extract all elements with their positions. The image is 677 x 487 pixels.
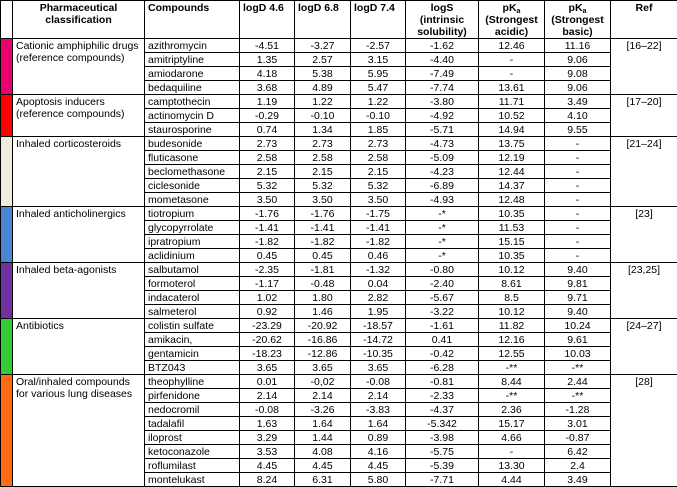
table-row bbox=[1, 207, 677, 221]
compound-name: beclomethasone bbox=[145, 165, 240, 179]
logd-4-6: -0.08 bbox=[240, 403, 295, 417]
pka-acidic: 11.71 bbox=[479, 95, 545, 109]
logd-4-6: 5.32 bbox=[240, 179, 295, 193]
logs-value: -5.67 bbox=[406, 291, 479, 305]
logd-4-6: -1.41 bbox=[240, 221, 295, 235]
pka-acidic: - bbox=[479, 445, 545, 459]
pka-basic: - bbox=[545, 207, 611, 221]
pka-acidic: 10.52 bbox=[479, 109, 545, 123]
pka-basic: 9.55 bbox=[545, 123, 611, 137]
pka-acidic: - bbox=[479, 67, 545, 81]
logd-6-8: -1.81 bbox=[295, 263, 351, 277]
pka-acidic: 13.75 bbox=[479, 137, 545, 151]
logd-6-8: 2.58 bbox=[295, 151, 351, 165]
pka-acidic: 12.44 bbox=[479, 165, 545, 179]
logs-value: -3.80 bbox=[406, 95, 479, 109]
logs-value: -0.42 bbox=[406, 347, 479, 361]
logs-value: -6.28 bbox=[406, 361, 479, 375]
header-compounds: Compounds bbox=[145, 1, 240, 39]
logd-6-8: -16.86 bbox=[295, 333, 351, 347]
compound-name: theophylline bbox=[145, 375, 240, 389]
group-color-swatch bbox=[1, 95, 13, 137]
header-logd-7-4: logD 7.4 bbox=[351, 1, 406, 39]
logd-7-4: 4.45 bbox=[351, 459, 406, 473]
pka-acidic: 15.15 bbox=[479, 235, 545, 249]
logd-7-4: 5.80 bbox=[351, 473, 406, 487]
pka-basic: - bbox=[545, 151, 611, 165]
logd-6-8: 2.15 bbox=[295, 165, 351, 179]
group-classification: Inhaled beta-agonists bbox=[13, 263, 145, 319]
table-row bbox=[1, 263, 677, 277]
logd-4-6: -1.82 bbox=[240, 235, 295, 249]
pka-basic: 9.71 bbox=[545, 291, 611, 305]
compound-name: gentamicin bbox=[145, 347, 240, 361]
logs-value: -4.37 bbox=[406, 403, 479, 417]
header-pka-acidic: $pK_a$ (Strongest acidic) bbox=[479, 1, 545, 39]
logs-value: -5.09 bbox=[406, 151, 479, 165]
compound-name: indacaterol bbox=[145, 291, 240, 305]
logs-value: 0.41 bbox=[406, 333, 479, 347]
pka-basic: 6.42 bbox=[545, 445, 611, 459]
logd-6-8: -0,02 bbox=[295, 375, 351, 389]
header-row bbox=[1, 1, 677, 39]
pka-basic: 11.16 bbox=[545, 39, 611, 53]
compound-name: colistin sulfate bbox=[145, 319, 240, 333]
logd-4-6: -18.23 bbox=[240, 347, 295, 361]
logs-value: -4.93 bbox=[406, 193, 479, 207]
pka-acidic: 4.66 bbox=[479, 431, 545, 445]
pka-acidic: 13.61 bbox=[479, 81, 545, 95]
pka-basic: 2.4 bbox=[545, 459, 611, 473]
group-classification: Inhaled anticholinergics bbox=[13, 207, 145, 263]
pka-acidic: 12.48 bbox=[479, 193, 545, 207]
logd-6-8: -1.41 bbox=[295, 221, 351, 235]
header-ref: Ref bbox=[611, 1, 677, 39]
compound-name: ciclesonide bbox=[145, 179, 240, 193]
logd-7-4: 2.15 bbox=[351, 165, 406, 179]
logd-4-6: -1.17 bbox=[240, 277, 295, 291]
logs-value: -5.71 bbox=[406, 123, 479, 137]
logd-7-4: -14.72 bbox=[351, 333, 406, 347]
compound-name: bedaquiline bbox=[145, 81, 240, 95]
logd-6-8: 3.50 bbox=[295, 193, 351, 207]
logd-6-8: 1.44 bbox=[295, 431, 351, 445]
compound-name: nedocromil bbox=[145, 403, 240, 417]
pka-acidic: 11.82 bbox=[479, 319, 545, 333]
logd-6-8: -0.48 bbox=[295, 277, 351, 291]
logd-6-8: 1.22 bbox=[295, 95, 351, 109]
logd-6-8: -12.86 bbox=[295, 347, 351, 361]
logd-6-8: -3.27 bbox=[295, 39, 351, 53]
logd-4-6: -0.29 bbox=[240, 109, 295, 123]
group-reference: [28] bbox=[611, 375, 677, 487]
pka-basic: 3.01 bbox=[545, 417, 611, 431]
logs-value: -4.23 bbox=[406, 165, 479, 179]
pka-acidic: 10.35 bbox=[479, 207, 545, 221]
compound-name: amitriptyline bbox=[145, 53, 240, 67]
logd-4-6: 3.65 bbox=[240, 361, 295, 375]
table-row bbox=[1, 375, 677, 389]
group-color-swatch bbox=[1, 319, 13, 375]
pka-basic: 9.61 bbox=[545, 333, 611, 347]
logs-value: -* bbox=[406, 207, 479, 221]
logd-4-6: 2.14 bbox=[240, 389, 295, 403]
compound-name: iloprost bbox=[145, 431, 240, 445]
logd-6-8: 2.57 bbox=[295, 53, 351, 67]
pka-acidic: 8.61 bbox=[479, 277, 545, 291]
logd-7-4: 5.95 bbox=[351, 67, 406, 81]
group-color-swatch bbox=[1, 39, 13, 95]
logd-7-4: 0.89 bbox=[351, 431, 406, 445]
pka-acidic: 15.17 bbox=[479, 417, 545, 431]
logd-7-4: 0.04 bbox=[351, 277, 406, 291]
logd-4-6: 0.45 bbox=[240, 249, 295, 263]
logs-value: -5.75 bbox=[406, 445, 479, 459]
group-color-swatch bbox=[1, 137, 13, 207]
logs-value: -4.73 bbox=[406, 137, 479, 151]
table-row bbox=[1, 95, 677, 109]
logd-4-6: -2.35 bbox=[240, 263, 295, 277]
compound-name: ipratropium bbox=[145, 235, 240, 249]
pka-acidic: - bbox=[479, 53, 545, 67]
pka-basic: 9.06 bbox=[545, 53, 611, 67]
pka-acidic: 8.5 bbox=[479, 291, 545, 305]
group-color-swatch bbox=[1, 263, 13, 319]
logs-value: -7.71 bbox=[406, 473, 479, 487]
logd-6-8: 5.38 bbox=[295, 67, 351, 81]
compound-name: aclidinium bbox=[145, 249, 240, 263]
logd-6-8: -1.76 bbox=[295, 207, 351, 221]
logs-value: -6.89 bbox=[406, 179, 479, 193]
pka-basic: 9.81 bbox=[545, 277, 611, 291]
pka-acidic: 13.30 bbox=[479, 459, 545, 473]
compound-name: fluticasone bbox=[145, 151, 240, 165]
logd-6-8: -0.10 bbox=[295, 109, 351, 123]
logd-4-6: 0.01 bbox=[240, 375, 295, 389]
compound-name: salmeterol bbox=[145, 305, 240, 319]
logd-4-6: 3.68 bbox=[240, 81, 295, 95]
logd-6-8: 1.46 bbox=[295, 305, 351, 319]
pka-basic: 4.10 bbox=[545, 109, 611, 123]
logd-4-6: 8.24 bbox=[240, 473, 295, 487]
compound-name: staurosporine bbox=[145, 123, 240, 137]
logs-value: -1.61 bbox=[406, 319, 479, 333]
pka-basic: - bbox=[545, 249, 611, 263]
logs-value: -* bbox=[406, 235, 479, 249]
logs-value: -4.92 bbox=[406, 109, 479, 123]
pka-basic: -** bbox=[545, 361, 611, 375]
pka-acidic: 10.12 bbox=[479, 263, 545, 277]
pka-basic: - bbox=[545, 179, 611, 193]
compound-name: amiodarone bbox=[145, 67, 240, 81]
logd-7-4: 3.65 bbox=[351, 361, 406, 375]
logd-7-4: -3.83 bbox=[351, 403, 406, 417]
table-row bbox=[1, 319, 677, 333]
header-classification: Pharmaceutical classification bbox=[13, 1, 145, 39]
logs-value: -7.74 bbox=[406, 81, 479, 95]
logd-6-8: -20.92 bbox=[295, 319, 351, 333]
logd-4-6: 4.18 bbox=[240, 67, 295, 81]
pka-basic: 9.40 bbox=[545, 305, 611, 319]
logd-7-4: 2.58 bbox=[351, 151, 406, 165]
pka-basic: 9.06 bbox=[545, 81, 611, 95]
logs-value: -3.22 bbox=[406, 305, 479, 319]
pka-basic: - bbox=[545, 235, 611, 249]
pka-acidic: 2.36 bbox=[479, 403, 545, 417]
logd-7-4: -1.75 bbox=[351, 207, 406, 221]
group-reference: [23,25] bbox=[611, 263, 677, 319]
logd-7-4: 2.14 bbox=[351, 389, 406, 403]
logd-6-8: 4.89 bbox=[295, 81, 351, 95]
logd-6-8: 6.31 bbox=[295, 473, 351, 487]
logd-6-8: 1.34 bbox=[295, 123, 351, 137]
logs-value: -5.39 bbox=[406, 459, 479, 473]
group-classification: Cationic amphiphilic drugs (reference compounds) bbox=[13, 39, 145, 95]
pka-acidic: 12.55 bbox=[479, 347, 545, 361]
compound-name: amikacin, bbox=[145, 333, 240, 347]
logd-4-6: 1.02 bbox=[240, 291, 295, 305]
pka-acidic: 12.16 bbox=[479, 333, 545, 347]
header-logd-4-6: logD 4.6 bbox=[240, 1, 295, 39]
logd-4-6: 3.50 bbox=[240, 193, 295, 207]
group-reference: [17–20] bbox=[611, 95, 677, 137]
compound-name: salbutamol bbox=[145, 263, 240, 277]
logd-6-8: 5.32 bbox=[295, 179, 351, 193]
pka-acidic: 10.12 bbox=[479, 305, 545, 319]
logd-4-6: -20.62 bbox=[240, 333, 295, 347]
logd-6-8: 2.73 bbox=[295, 137, 351, 151]
logd-7-4: -0.10 bbox=[351, 109, 406, 123]
logs-value: -5.342 bbox=[406, 417, 479, 431]
compound-name: actinomycin D bbox=[145, 109, 240, 123]
pka-acidic: 12.19 bbox=[479, 151, 545, 165]
logd-7-4: 1.85 bbox=[351, 123, 406, 137]
logd-7-4: 4.16 bbox=[351, 445, 406, 459]
header-logd-6-8: logD 6.8 bbox=[295, 1, 351, 39]
logd-4-6: 2.58 bbox=[240, 151, 295, 165]
logd-7-4: -1.82 bbox=[351, 235, 406, 249]
logd-6-8: 0.45 bbox=[295, 249, 351, 263]
logd-7-4: 2.82 bbox=[351, 291, 406, 305]
logd-7-4: -0.08 bbox=[351, 375, 406, 389]
pka-acidic: 14.37 bbox=[479, 179, 545, 193]
compound-name: BTZ043 bbox=[145, 361, 240, 375]
group-reference: [21–24] bbox=[611, 137, 677, 207]
pka-basic: 2.44 bbox=[545, 375, 611, 389]
logd-4-6: 3.29 bbox=[240, 431, 295, 445]
logd-7-4: 5.32 bbox=[351, 179, 406, 193]
logd-4-6: 2.15 bbox=[240, 165, 295, 179]
compound-name: budesonide bbox=[145, 137, 240, 151]
logd-4-6: -23.29 bbox=[240, 319, 295, 333]
compound-name: roflumilast bbox=[145, 459, 240, 473]
logs-value: -* bbox=[406, 249, 479, 263]
pka-acidic: 8.44 bbox=[479, 375, 545, 389]
logd-7-4: 2.73 bbox=[351, 137, 406, 151]
table-row bbox=[1, 137, 677, 151]
logd-7-4: 1.22 bbox=[351, 95, 406, 109]
group-reference: [23] bbox=[611, 207, 677, 263]
compound-name: tiotropium bbox=[145, 207, 240, 221]
group-reference: [16–22] bbox=[611, 39, 677, 95]
logd-6-8: 1.80 bbox=[295, 291, 351, 305]
logd-6-8: 4.45 bbox=[295, 459, 351, 473]
logd-6-8: 2.14 bbox=[295, 389, 351, 403]
logs-value: -4.40 bbox=[406, 53, 479, 67]
pka-basic: 10.03 bbox=[545, 347, 611, 361]
pka-basic: -1.28 bbox=[545, 403, 611, 417]
pka-acidic: 12.46 bbox=[479, 39, 545, 53]
table-body bbox=[1, 39, 677, 487]
logs-value: -0.81 bbox=[406, 375, 479, 389]
logd-7-4: 1.64 bbox=[351, 417, 406, 431]
logd-4-6: 1.35 bbox=[240, 53, 295, 67]
pka-acidic: 11.53 bbox=[479, 221, 545, 235]
compound-name: pirfenidone bbox=[145, 389, 240, 403]
pka-acidic: -** bbox=[479, 389, 545, 403]
compound-name: ketoconazole bbox=[145, 445, 240, 459]
logd-4-6: 0.74 bbox=[240, 123, 295, 137]
logd-7-4: 5.47 bbox=[351, 81, 406, 95]
logd-6-8: -1.82 bbox=[295, 235, 351, 249]
logd-6-8: 3.65 bbox=[295, 361, 351, 375]
logd-7-4: 0.46 bbox=[351, 249, 406, 263]
logd-6-8: 4.08 bbox=[295, 445, 351, 459]
logd-4-6: -1.76 bbox=[240, 207, 295, 221]
logd-4-6: 3.53 bbox=[240, 445, 295, 459]
pka-basic: -** bbox=[545, 389, 611, 403]
logs-value: -0.80 bbox=[406, 263, 479, 277]
logs-value: -3.98 bbox=[406, 431, 479, 445]
header-logs: logS (intrinsic solubility) bbox=[406, 1, 479, 39]
group-classification: Antibiotics bbox=[13, 319, 145, 375]
logd-7-4: -18.57 bbox=[351, 319, 406, 333]
logs-value: -2.40 bbox=[406, 277, 479, 291]
logs-value: -1.62 bbox=[406, 39, 479, 53]
group-classification: Apoptosis inducers (reference compounds) bbox=[13, 95, 145, 137]
compound-name: glycopyrrolate bbox=[145, 221, 240, 235]
logd-4-6: -4.51 bbox=[240, 39, 295, 53]
header-pka-basic: $pK_a$ (Strongest basic) bbox=[545, 1, 611, 39]
table-row bbox=[1, 39, 677, 53]
pka-acidic: 10.35 bbox=[479, 249, 545, 263]
logd-4-6: 1.19 bbox=[240, 95, 295, 109]
logd-7-4: -1.41 bbox=[351, 221, 406, 235]
logd-6-8: -3.26 bbox=[295, 403, 351, 417]
group-reference: [24–27] bbox=[611, 319, 677, 375]
group-color-swatch bbox=[1, 375, 13, 487]
logs-value: -7.49 bbox=[406, 67, 479, 81]
pka-acidic: -** bbox=[479, 361, 545, 375]
pka-basic: -0.87 bbox=[545, 431, 611, 445]
compound-name: camptothecin bbox=[145, 95, 240, 109]
header-color-swatch bbox=[1, 1, 13, 39]
pka-basic: 10.24 bbox=[545, 319, 611, 333]
pka-basic: - bbox=[545, 165, 611, 179]
pka-acidic: 4.44 bbox=[479, 473, 545, 487]
pka-acidic: 14.94 bbox=[479, 123, 545, 137]
logd-7-4: -2.57 bbox=[351, 39, 406, 53]
compound-name: formoterol bbox=[145, 277, 240, 291]
logd-4-6: 0.92 bbox=[240, 305, 295, 319]
logd-6-8: 1.64 bbox=[295, 417, 351, 431]
compound-name: azithromycin bbox=[145, 39, 240, 53]
group-color-swatch bbox=[1, 207, 13, 263]
logs-value: -* bbox=[406, 221, 479, 235]
logd-7-4: -10.35 bbox=[351, 347, 406, 361]
pka-basic: 3.49 bbox=[545, 95, 611, 109]
logd-7-4: 3.15 bbox=[351, 53, 406, 67]
logd-4-6: 2.73 bbox=[240, 137, 295, 151]
pka-basic: 3.49 bbox=[545, 473, 611, 487]
compound-name: montelukast bbox=[145, 473, 240, 487]
pka-basic: 9.08 bbox=[545, 67, 611, 81]
logd-7-4: -1.32 bbox=[351, 263, 406, 277]
pka-basic: - bbox=[545, 137, 611, 151]
group-classification: Inhaled corticosteroids bbox=[13, 137, 145, 207]
compound-name: mometasone bbox=[145, 193, 240, 207]
pka-basic: - bbox=[545, 221, 611, 235]
pka-basic: - bbox=[545, 193, 611, 207]
logd-7-4: 1.95 bbox=[351, 305, 406, 319]
group-classification: Oral/inhaled compounds for various lung diseases bbox=[13, 375, 145, 487]
logs-value: -2.33 bbox=[406, 389, 479, 403]
compound-name: tadalafil bbox=[145, 417, 240, 431]
logd-7-4: 3.50 bbox=[351, 193, 406, 207]
logd-4-6: 1.63 bbox=[240, 417, 295, 431]
logd-4-6: 4.45 bbox=[240, 459, 295, 473]
pka-basic: 9.40 bbox=[545, 263, 611, 277]
